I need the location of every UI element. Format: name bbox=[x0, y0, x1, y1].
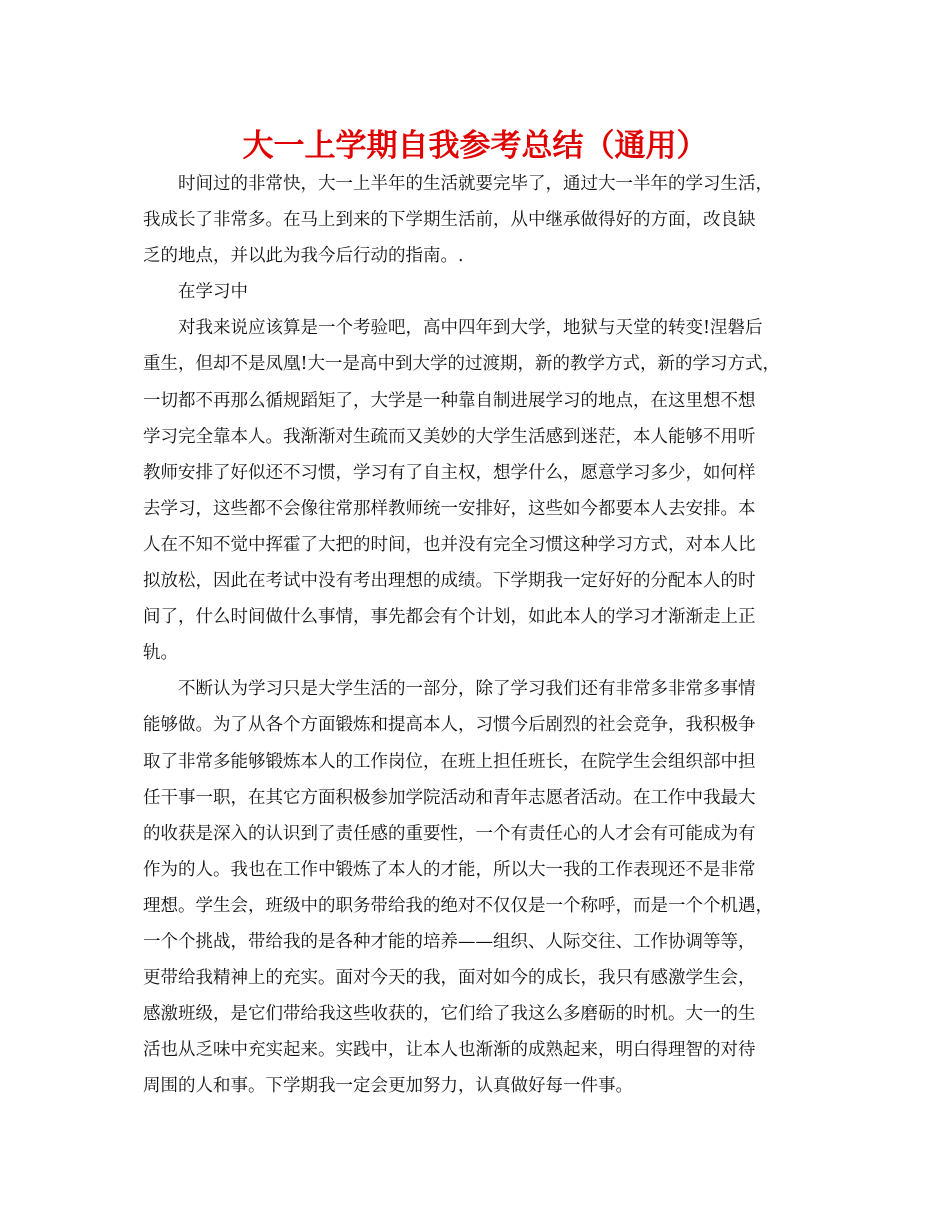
section-heading: 在学习中 bbox=[178, 282, 248, 303]
paragraph-line: 对我来说应该算是一个考验吧，高中四年到大学，地狱与天堂的转变!涅磐后 bbox=[178, 318, 763, 339]
paragraph-line: 一个个挑战，带给我的是各种才能的培养——组织、人际交往、工作协调等等， bbox=[143, 931, 756, 952]
paragraph-line: 间了，什么时间做什么事情，事先都会有个计划，如此本人的学习才渐渐走上正 bbox=[143, 607, 756, 628]
paragraph-line: 理想。学生会，班级中的职务带给我的绝对不仅仅是一个称呼，而是一个个机遇， bbox=[143, 895, 773, 916]
paragraph-line: 拟放松，因此在考试中没有考出理想的成绩。下学期我一定好好的分配本人的时 bbox=[143, 571, 756, 592]
paragraph-line: 周围的人和事。下学期我一定会更加努力，认真做好每一件事。 bbox=[143, 1076, 633, 1097]
paragraph-line: 不断认为学习只是大学生活的一部分，除了学习我们还有非常多非常多事情 bbox=[178, 679, 756, 700]
paragraph-line: 重生，但却不是凤凰!大一是高中到大学的过渡期，新的教学方式，新的学习方式， bbox=[143, 354, 781, 375]
paragraph-line: 任干事一职，在其它方面积极参加学院活动和青年志愿者活动。在工作中我最大 bbox=[143, 787, 756, 808]
paragraph-line: 更带给我精神上的充实。面对今天的我，面对如今的成长，我只有感激学生会， bbox=[143, 968, 756, 989]
paragraph-line: 乏的地点，并以此为我今后行动的指南。. bbox=[143, 246, 464, 267]
paragraph-line: 取了非常多能够锻炼本人的工作岗位，在班上担任班长，在院学生会组织部中担 bbox=[143, 751, 756, 772]
paragraph-line: 轨。 bbox=[143, 643, 178, 664]
paragraph-line: 时间过的非常快，大一上半年的生活就要完毕了，通过大一半年的学习生活， bbox=[178, 174, 773, 194]
paragraph-line: 感激班级，是它们带给我这些收获的，它们给了我这么多磨砺的时机。大一的生 bbox=[143, 1004, 756, 1025]
document-title: 大一上学期自我参考总结（通用） bbox=[242, 128, 708, 164]
paragraph-line: 去学习，这些都不会像往常那样教师统一安排好，这些如今都要本人去安排。本 bbox=[143, 498, 756, 519]
document-body bbox=[143, 166, 823, 1104]
paragraph-line: 人在不知不觉中挥霍了大把的时间，也并没有完全习惯这种学习方式，对本人比 bbox=[143, 534, 756, 555]
paragraph-line: 能够做。为了从各个方面锻炼和提高本人，习惯今后剧烈的社会竞争，我积极争 bbox=[143, 715, 756, 736]
paragraph-line: 教师安排了好似还不习惯，学习有了自主权，想学什么，愿意学习多少，如何样 bbox=[143, 462, 756, 483]
paragraph-line: 一切都不再那么循规蹈矩了，大学是一种靠自制进展学习的地点，在这里想不想 bbox=[143, 390, 756, 411]
paragraph-line: 活也从乏味中充实起来。实践中，让本人也渐渐的成熟起来，明白得理智的对待 bbox=[143, 1040, 756, 1061]
paragraph-line: 学习完全靠本人。我渐渐对生疏而又美妙的大学生活感到迷茫，本人能够不用听 bbox=[143, 426, 756, 447]
paragraph-line: 作为的人。我也在工作中锻炼了本人的才能，所以大一我的工作表现还不是非常 bbox=[143, 859, 756, 880]
paragraph-line: 我成长了非常多。在马上到来的下学期生活前，从中继承做得好的方面，改良缺 bbox=[143, 210, 756, 231]
paragraph-line: 的收获是深入的认识到了责任感的重要性，一个有责任心的人才会有可能成为有 bbox=[143, 823, 756, 844]
